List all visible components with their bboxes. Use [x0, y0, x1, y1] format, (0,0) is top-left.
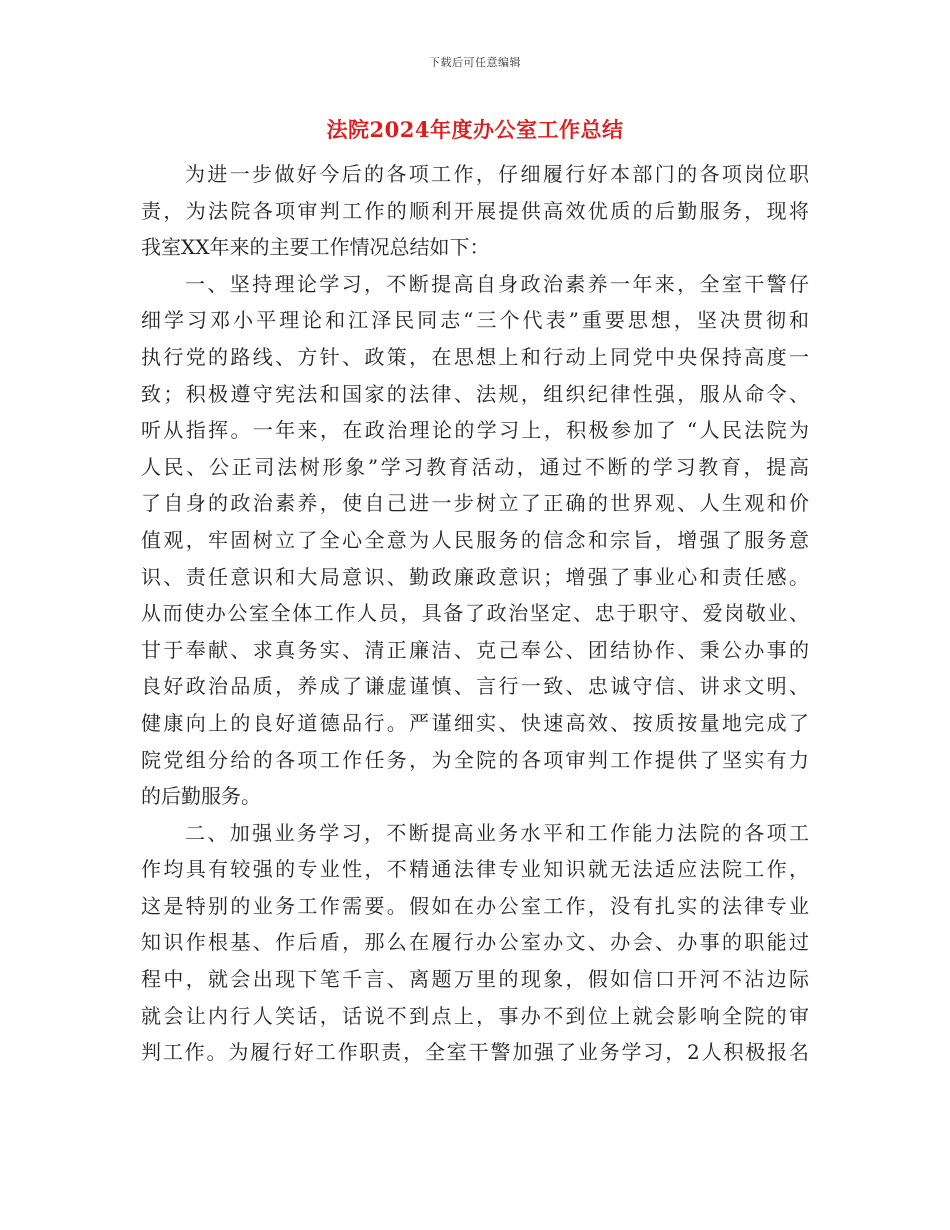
body-line: 院党组分给的各项工作任务，为全院的各项审判工作提供了坚实有力: [141, 747, 809, 772]
body-line: 我室XX年来的主要工作情况总结如下：: [141, 235, 490, 260]
body-line: 判工作。为履行好工作职责，全室干警加强了业务学习，2人积极报名: [141, 1040, 809, 1065]
body-line: 执行党的路线、方针、政策，在思想上和行动上同党中央保持高度一: [141, 344, 809, 369]
body-line: 健康向上的良好道德品行。严谨细实、快速高效、按质按量地完成了: [141, 710, 809, 735]
body-line: 甘于奉献、求真务实、清正廉洁、克己奉公、团结协作、秉公办事的: [141, 637, 809, 662]
body-line: 从而使办公室全体工作人员，具备了政治坚定、忠于职守、爱岗敬业、: [141, 601, 809, 626]
body-line: 的后勤服务。: [141, 784, 261, 809]
body-line: 为进一步做好今后的各项工作，仔细履行好本部门的各项岗位职: [185, 162, 809, 186]
document-title: 法院2024年度办公室工作总结: [326, 117, 624, 142]
body-line: 值观，牢固树立了全心全意为人民服务的信念和宗旨，增强了服务意: [141, 527, 809, 552]
body-line: 作均具有较强的专业性，不精通法律专业知识就无法适应法院工作，: [141, 857, 809, 882]
body-line: 识、责任意识和大局意识、勤政廉政意识；增强了事业心和责任感。: [141, 564, 809, 589]
document-body: [141, 156, 809, 1071]
body-line: 了自身的政治素养，使自己进一步树立了正确的世界观、人生观和价: [141, 491, 809, 516]
body-line: 知识作根基、作后盾，那么在履行办公室办文、办会、办事的职能过: [141, 930, 809, 955]
body-line: 良好政治品质，养成了谦虚谨慎、言行一致、忠诚守信、讲求文明、: [141, 674, 809, 699]
body-line: 责，为法院各项审判工作的顺利开展提供高效优质的后勤服务，现将: [141, 198, 809, 223]
body-line: 这是特别的业务工作需要。假如在办公室工作，没有扎实的法律专业: [141, 893, 809, 918]
body-line: 程中，就会出现下笔千言、离题万里的现象，假如信口开河不沾边际: [141, 967, 809, 992]
body-line: 致；积极遵守宪法和国家的法律、法规，组织纪律性强，服从命令、: [141, 381, 809, 406]
body-line: 就会让内行人笑话，话说不到点上，事办不到位上就会影响全院的审: [141, 1003, 809, 1028]
body-line: 二、加强业务学习，不断提高业务水平和工作能力法院的各项工: [185, 820, 809, 845]
body-line: 人民、公正司法树形象”学习教育活动，通过不断的学习教育，提高: [141, 454, 809, 479]
body-line: 一、坚持理论学习，不断提高自身政治素养一年来，全室干警仔: [185, 271, 809, 296]
body-line: 听从指挥。一年来，在政治理论的学习上，积极参加了 “人民法院为: [141, 418, 809, 443]
body-line: 细学习邓小平理论和江泽民同志“三个代表”重要思想，坚决贯彻和: [141, 308, 809, 333]
header-note: 下载后可任意编辑: [429, 56, 521, 69]
